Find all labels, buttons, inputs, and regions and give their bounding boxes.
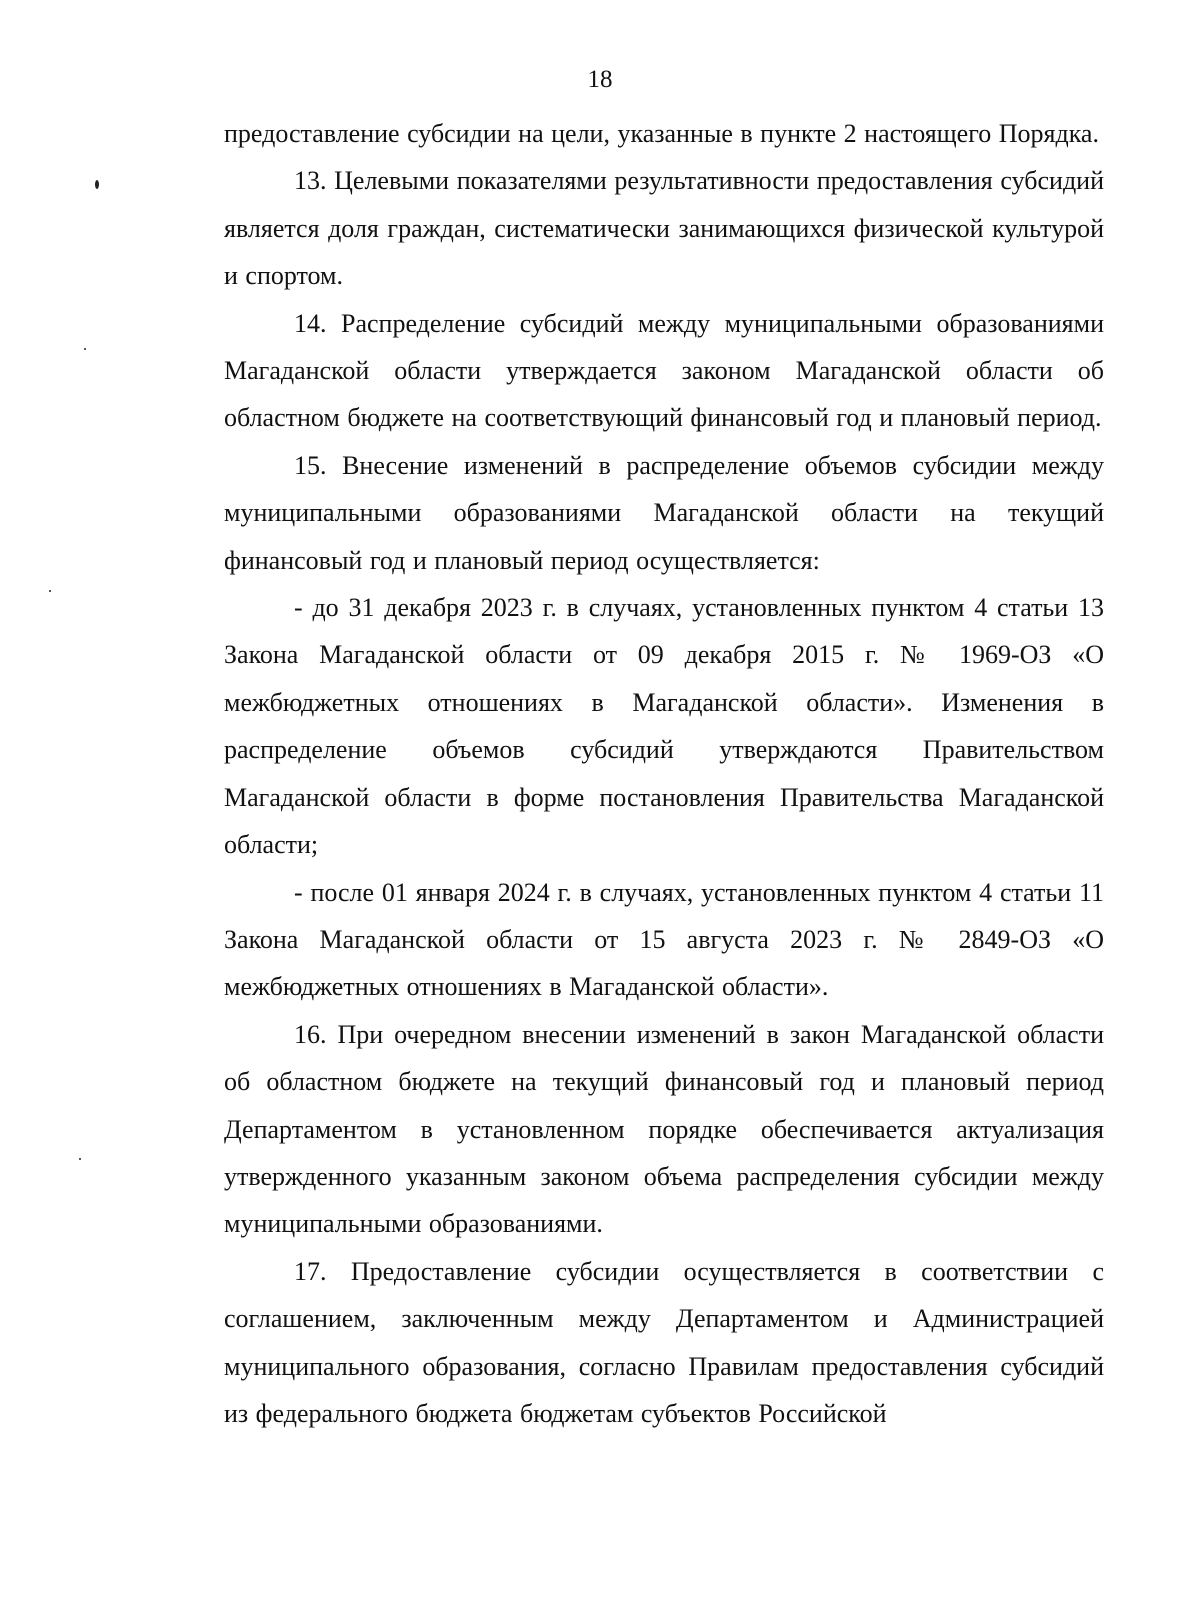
scan-mark bbox=[84, 348, 86, 350]
scan-mark bbox=[49, 590, 51, 592]
paragraph-13: 13. Целевыми показателями результативности предоставления субсидий является доля граждан, систематически занимающихся физической культурой и спортом. bbox=[224, 166, 1104, 291]
scan-mark bbox=[79, 1158, 81, 1160]
paragraph-17: 17. Предоставление субсидии осуществляется в соответствии с соглашением, заключенным между Департаментом и Администрацией муниципального образования, согласно Правилам предоставления субсидий из федерального бюджета бюджетам субъектов Российской bbox=[224, 1256, 1104, 1428]
document-body bbox=[224, 110, 1104, 1437]
paragraph-15-item-2: - после 01 января 2024 г. в случаях, установленных пунктом 4 статьи 11 Закона Магаданской области от 15 августа 2023 г. № 2849-ОЗ «О межбюджетных отношениях в Магаданской области». bbox=[224, 877, 1104, 1002]
paragraph-14: 14. Распределение субсидий между муниципальными образованиями Магаданской области утверждается законом Магаданской области об областном бюджете на соответствующий финансовый год и плановый период. bbox=[224, 308, 1104, 433]
paragraph-16: 16. При очередном внесении изменений в закон Магаданской области об областном бюджете на текущий финансовый год и плановый период Департаментом в установленном порядке обеспечивается актуализация утвержденного указанным законом объема распределения субсидии между муниципальными образованиями. bbox=[224, 1019, 1104, 1239]
scan-mark bbox=[95, 180, 99, 189]
paragraph-15-item-1: - до 31 декабря 2023 г. в случаях, установленных пунктом 4 статьи 13 Закона Магаданской области от 09 декабря 2015 г. № 1969-ОЗ «О межбюджетных отношениях в Магаданской области». Изменения в распределение объемов субсидий утверждаются Правительством Магаданской области в форме постановления Правительства Магаданской области; bbox=[224, 593, 1104, 860]
paragraph-continuation: предоставление субсидии на цели, указанные в пункте 2 настоящего Порядка. bbox=[224, 119, 1099, 148]
paragraph-15: 15. Внесение изменений в распределение объемов субсидии между муниципальными образованиями Магаданской области на текущий финансовый год и плановый период осуществляется: bbox=[224, 450, 1104, 575]
page-number: 18 bbox=[587, 66, 613, 93]
